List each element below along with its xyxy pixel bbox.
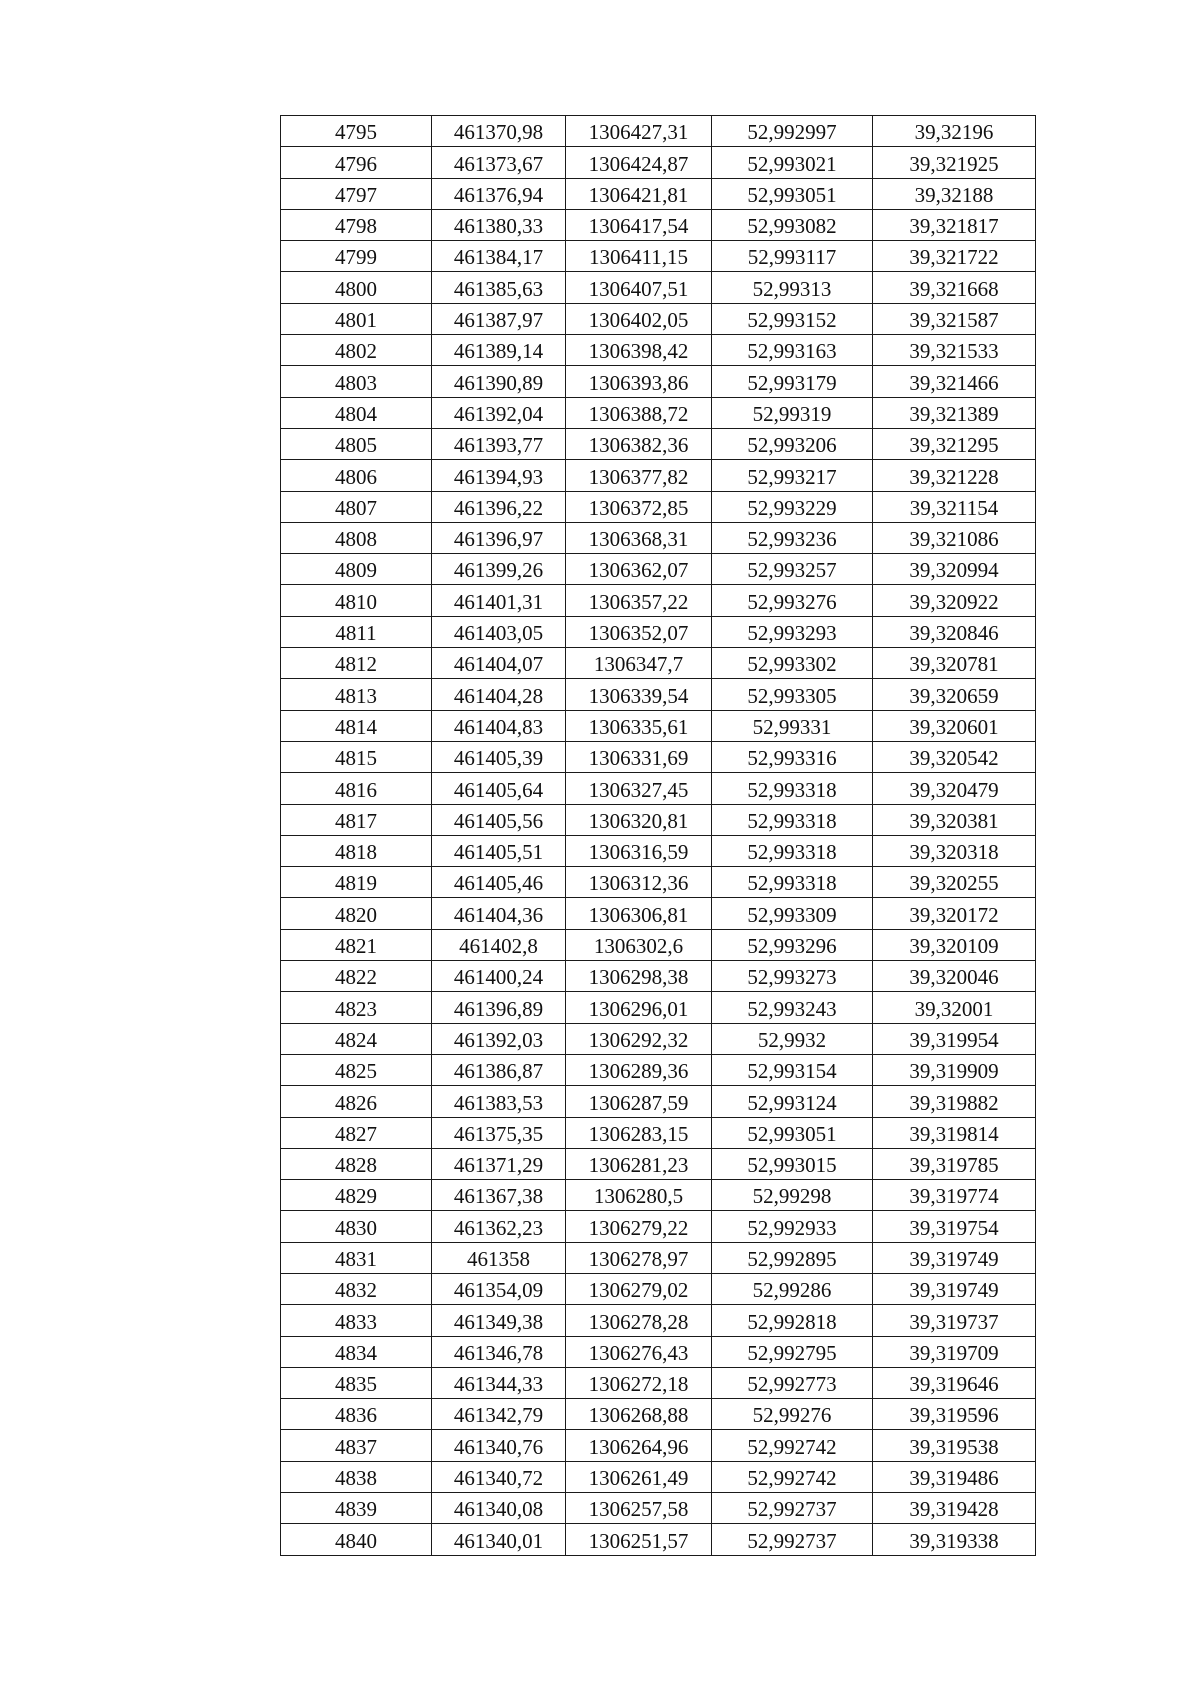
x-coordinate-cell: 461402,8 <box>432 929 566 960</box>
table-row <box>281 428 1036 459</box>
y-coordinate-cell: 1306296,01 <box>566 992 712 1023</box>
x-coordinate-cell: 461373,67 <box>432 147 566 178</box>
table-row <box>281 992 1036 1023</box>
x-coordinate-cell: 461340,76 <box>432 1430 566 1461</box>
table-row <box>281 929 1036 960</box>
x-coordinate-cell: 461342,79 <box>432 1399 566 1430</box>
table-row <box>281 335 1036 366</box>
x-coordinate-cell: 461340,01 <box>432 1524 566 1555</box>
latitude-cell: 52,992742 <box>712 1461 873 1492</box>
table-row <box>281 1430 1036 1461</box>
y-coordinate-cell: 1306279,22 <box>566 1211 712 1242</box>
latitude-cell: 52,993117 <box>712 241 873 272</box>
table-row <box>281 710 1036 741</box>
longitude-cell: 39,321587 <box>873 303 1036 334</box>
point-number-cell: 4802 <box>281 335 432 366</box>
y-coordinate-cell: 1306339,54 <box>566 679 712 710</box>
x-coordinate-cell: 461400,24 <box>432 961 566 992</box>
x-coordinate-cell: 461387,97 <box>432 303 566 334</box>
point-number-cell: 4815 <box>281 741 432 772</box>
point-number-cell: 4803 <box>281 366 432 397</box>
y-coordinate-cell: 1306302,6 <box>566 929 712 960</box>
x-coordinate-cell: 461385,63 <box>432 272 566 303</box>
point-number-cell: 4818 <box>281 835 432 866</box>
table-row <box>281 648 1036 679</box>
point-number-cell: 4835 <box>281 1367 432 1398</box>
table-row <box>281 1117 1036 1148</box>
y-coordinate-cell: 1306320,81 <box>566 804 712 835</box>
y-coordinate-cell: 1306276,43 <box>566 1336 712 1367</box>
longitude-cell: 39,320318 <box>873 835 1036 866</box>
x-coordinate-cell: 461367,38 <box>432 1180 566 1211</box>
longitude-cell: 39,321086 <box>873 522 1036 553</box>
longitude-cell: 39,321466 <box>873 366 1036 397</box>
y-coordinate-cell: 1306292,32 <box>566 1023 712 1054</box>
longitude-cell: 39,320659 <box>873 679 1036 710</box>
latitude-cell: 52,993302 <box>712 648 873 679</box>
y-coordinate-cell: 1306398,42 <box>566 335 712 366</box>
point-number-cell: 4839 <box>281 1493 432 1524</box>
table-row <box>281 898 1036 929</box>
point-number-cell: 4804 <box>281 397 432 428</box>
longitude-cell: 39,319749 <box>873 1273 1036 1304</box>
longitude-cell: 39,320046 <box>873 961 1036 992</box>
y-coordinate-cell: 1306388,72 <box>566 397 712 428</box>
y-coordinate-cell: 1306257,58 <box>566 1493 712 1524</box>
longitude-cell: 39,320255 <box>873 867 1036 898</box>
table-row <box>281 835 1036 866</box>
latitude-cell: 52,993229 <box>712 491 873 522</box>
x-coordinate-cell: 461371,29 <box>432 1148 566 1179</box>
x-coordinate-cell: 461404,28 <box>432 679 566 710</box>
longitude-cell: 39,320381 <box>873 804 1036 835</box>
latitude-cell: 52,992742 <box>712 1430 873 1461</box>
x-coordinate-cell: 461354,09 <box>432 1273 566 1304</box>
x-coordinate-cell: 461394,93 <box>432 460 566 491</box>
x-coordinate-cell: 461396,97 <box>432 522 566 553</box>
x-coordinate-cell: 461396,22 <box>432 491 566 522</box>
x-coordinate-cell: 461392,03 <box>432 1023 566 1054</box>
table-row <box>281 209 1036 240</box>
latitude-cell: 52,99313 <box>712 272 873 303</box>
longitude-cell: 39,319954 <box>873 1023 1036 1054</box>
point-number-cell: 4828 <box>281 1148 432 1179</box>
longitude-cell: 39,319785 <box>873 1148 1036 1179</box>
y-coordinate-cell: 1306424,87 <box>566 147 712 178</box>
table-row <box>281 460 1036 491</box>
table-row <box>281 773 1036 804</box>
longitude-cell: 39,319737 <box>873 1305 1036 1336</box>
point-number-cell: 4809 <box>281 554 432 585</box>
x-coordinate-cell: 461375,35 <box>432 1117 566 1148</box>
table-row <box>281 1054 1036 1085</box>
point-number-cell: 4823 <box>281 992 432 1023</box>
point-number-cell: 4817 <box>281 804 432 835</box>
latitude-cell: 52,993021 <box>712 147 873 178</box>
latitude-cell: 52,9932 <box>712 1023 873 1054</box>
table-row <box>281 1242 1036 1273</box>
latitude-cell: 52,993305 <box>712 679 873 710</box>
point-number-cell: 4796 <box>281 147 432 178</box>
y-coordinate-cell: 1306316,59 <box>566 835 712 866</box>
table-row <box>281 397 1036 428</box>
y-coordinate-cell: 1306281,23 <box>566 1148 712 1179</box>
table-row <box>281 366 1036 397</box>
y-coordinate-cell: 1306261,49 <box>566 1461 712 1492</box>
longitude-cell: 39,319646 <box>873 1367 1036 1398</box>
longitude-cell: 39,321295 <box>873 428 1036 459</box>
y-coordinate-cell: 1306331,69 <box>566 741 712 772</box>
longitude-cell: 39,321389 <box>873 397 1036 428</box>
table-row <box>281 1493 1036 1524</box>
latitude-cell: 52,993309 <box>712 898 873 929</box>
longitude-cell: 39,320922 <box>873 585 1036 616</box>
x-coordinate-cell: 461349,38 <box>432 1305 566 1336</box>
longitude-cell: 39,319709 <box>873 1336 1036 1367</box>
y-coordinate-cell: 1306268,88 <box>566 1399 712 1430</box>
x-coordinate-cell: 461403,05 <box>432 616 566 647</box>
table-row <box>281 741 1036 772</box>
x-coordinate-cell: 461389,14 <box>432 335 566 366</box>
table-row <box>281 679 1036 710</box>
latitude-cell: 52,993217 <box>712 460 873 491</box>
x-coordinate-cell: 461346,78 <box>432 1336 566 1367</box>
x-coordinate-cell: 461376,94 <box>432 178 566 209</box>
table-row <box>281 1273 1036 1304</box>
table-row <box>281 303 1036 334</box>
point-number-cell: 4814 <box>281 710 432 741</box>
x-coordinate-cell: 461404,07 <box>432 648 566 679</box>
latitude-cell: 52,993318 <box>712 773 873 804</box>
y-coordinate-cell: 1306298,38 <box>566 961 712 992</box>
latitude-cell: 52,99276 <box>712 1399 873 1430</box>
longitude-cell: 39,320781 <box>873 648 1036 679</box>
longitude-cell: 39,320479 <box>873 773 1036 804</box>
longitude-cell: 39,319754 <box>873 1211 1036 1242</box>
table-row <box>281 1148 1036 1179</box>
y-coordinate-cell: 1306347,7 <box>566 648 712 679</box>
y-coordinate-cell: 1306372,85 <box>566 491 712 522</box>
latitude-cell: 52,992737 <box>712 1493 873 1524</box>
y-coordinate-cell: 1306382,36 <box>566 428 712 459</box>
latitude-cell: 52,99298 <box>712 1180 873 1211</box>
table-row <box>281 1399 1036 1430</box>
latitude-cell: 52,992933 <box>712 1211 873 1242</box>
point-number-cell: 4837 <box>281 1430 432 1461</box>
table-row <box>281 1367 1036 1398</box>
point-number-cell: 4795 <box>281 116 432 147</box>
longitude-cell: 39,319814 <box>873 1117 1036 1148</box>
latitude-cell: 52,99319 <box>712 397 873 428</box>
latitude-cell: 52,993273 <box>712 961 873 992</box>
y-coordinate-cell: 1306289,36 <box>566 1054 712 1085</box>
point-number-cell: 4829 <box>281 1180 432 1211</box>
latitude-cell: 52,993276 <box>712 585 873 616</box>
y-coordinate-cell: 1306278,28 <box>566 1305 712 1336</box>
point-number-cell: 4834 <box>281 1336 432 1367</box>
longitude-cell: 39,321925 <box>873 147 1036 178</box>
y-coordinate-cell: 1306352,07 <box>566 616 712 647</box>
point-number-cell: 4827 <box>281 1117 432 1148</box>
longitude-cell: 39,321817 <box>873 209 1036 240</box>
y-coordinate-cell: 1306279,02 <box>566 1273 712 1304</box>
point-number-cell: 4798 <box>281 209 432 240</box>
longitude-cell: 39,319596 <box>873 1399 1036 1430</box>
x-coordinate-cell: 461370,98 <box>432 116 566 147</box>
point-number-cell: 4830 <box>281 1211 432 1242</box>
y-coordinate-cell: 1306312,36 <box>566 867 712 898</box>
table-row <box>281 116 1036 147</box>
latitude-cell: 52,993293 <box>712 616 873 647</box>
x-coordinate-cell: 461405,39 <box>432 741 566 772</box>
latitude-cell: 52,992773 <box>712 1367 873 1398</box>
latitude-cell: 52,993257 <box>712 554 873 585</box>
x-coordinate-cell: 461405,64 <box>432 773 566 804</box>
y-coordinate-cell: 1306357,22 <box>566 585 712 616</box>
latitude-cell: 52,992818 <box>712 1305 873 1336</box>
x-coordinate-cell: 461404,83 <box>432 710 566 741</box>
latitude-cell: 52,993082 <box>712 209 873 240</box>
longitude-cell: 39,321228 <box>873 460 1036 491</box>
point-number-cell: 4822 <box>281 961 432 992</box>
table-row <box>281 1086 1036 1117</box>
table-row <box>281 585 1036 616</box>
longitude-cell: 39,320601 <box>873 710 1036 741</box>
table-row <box>281 1524 1036 1555</box>
point-number-cell: 4812 <box>281 648 432 679</box>
point-number-cell: 4838 <box>281 1461 432 1492</box>
table-row <box>281 867 1036 898</box>
table-row <box>281 1336 1036 1367</box>
longitude-cell: 39,320846 <box>873 616 1036 647</box>
longitude-cell: 39,319774 <box>873 1180 1036 1211</box>
latitude-cell: 52,993206 <box>712 428 873 459</box>
y-coordinate-cell: 1306417,54 <box>566 209 712 240</box>
longitude-cell: 39,32188 <box>873 178 1036 209</box>
table-row <box>281 272 1036 303</box>
y-coordinate-cell: 1306407,51 <box>566 272 712 303</box>
point-number-cell: 4806 <box>281 460 432 491</box>
longitude-cell: 39,319428 <box>873 1493 1036 1524</box>
latitude-cell: 52,993296 <box>712 929 873 960</box>
point-number-cell: 4799 <box>281 241 432 272</box>
point-number-cell: 4810 <box>281 585 432 616</box>
y-coordinate-cell: 1306287,59 <box>566 1086 712 1117</box>
table-row <box>281 554 1036 585</box>
point-number-cell: 4819 <box>281 867 432 898</box>
y-coordinate-cell: 1306421,81 <box>566 178 712 209</box>
latitude-cell: 52,993163 <box>712 335 873 366</box>
longitude-cell: 39,320994 <box>873 554 1036 585</box>
latitude-cell: 52,99331 <box>712 710 873 741</box>
latitude-cell: 52,993318 <box>712 804 873 835</box>
table-row <box>281 1211 1036 1242</box>
point-number-cell: 4807 <box>281 491 432 522</box>
point-number-cell: 4797 <box>281 178 432 209</box>
latitude-cell: 52,992997 <box>712 116 873 147</box>
table-row <box>281 1305 1036 1336</box>
x-coordinate-cell: 461362,23 <box>432 1211 566 1242</box>
y-coordinate-cell: 1306368,31 <box>566 522 712 553</box>
y-coordinate-cell: 1306377,82 <box>566 460 712 491</box>
table-row <box>281 1461 1036 1492</box>
table-row <box>281 178 1036 209</box>
y-coordinate-cell: 1306327,45 <box>566 773 712 804</box>
longitude-cell: 39,321668 <box>873 272 1036 303</box>
point-number-cell: 4824 <box>281 1023 432 1054</box>
table-row <box>281 1180 1036 1211</box>
latitude-cell: 52,992895 <box>712 1242 873 1273</box>
x-coordinate-cell: 461396,89 <box>432 992 566 1023</box>
longitude-cell: 39,319338 <box>873 1524 1036 1555</box>
latitude-cell: 52,993124 <box>712 1086 873 1117</box>
longitude-cell: 39,32196 <box>873 116 1036 147</box>
point-number-cell: 4820 <box>281 898 432 929</box>
table-row <box>281 804 1036 835</box>
y-coordinate-cell: 1306278,97 <box>566 1242 712 1273</box>
y-coordinate-cell: 1306283,15 <box>566 1117 712 1148</box>
longitude-cell: 39,319749 <box>873 1242 1036 1273</box>
latitude-cell: 52,992795 <box>712 1336 873 1367</box>
latitude-cell: 52,993015 <box>712 1148 873 1179</box>
point-number-cell: 4816 <box>281 773 432 804</box>
longitude-cell: 39,319909 <box>873 1054 1036 1085</box>
table-row <box>281 522 1036 553</box>
longitude-cell: 39,321154 <box>873 491 1036 522</box>
x-coordinate-cell: 461399,26 <box>432 554 566 585</box>
latitude-cell: 52,993316 <box>712 741 873 772</box>
x-coordinate-cell: 461340,72 <box>432 1461 566 1492</box>
x-coordinate-cell: 461393,77 <box>432 428 566 459</box>
y-coordinate-cell: 1306272,18 <box>566 1367 712 1398</box>
y-coordinate-cell: 1306393,86 <box>566 366 712 397</box>
latitude-cell: 52,993179 <box>712 366 873 397</box>
longitude-cell: 39,32001 <box>873 992 1036 1023</box>
latitude-cell: 52,993051 <box>712 1117 873 1148</box>
point-number-cell: 4813 <box>281 679 432 710</box>
table-row <box>281 1023 1036 1054</box>
y-coordinate-cell: 1306427,31 <box>566 116 712 147</box>
coordinates-table-body <box>281 116 1036 1556</box>
longitude-cell: 39,320542 <box>873 741 1036 772</box>
point-number-cell: 4832 <box>281 1273 432 1304</box>
x-coordinate-cell: 461405,51 <box>432 835 566 866</box>
x-coordinate-cell: 461390,89 <box>432 366 566 397</box>
x-coordinate-cell: 461404,36 <box>432 898 566 929</box>
latitude-cell: 52,993152 <box>712 303 873 334</box>
longitude-cell: 39,319882 <box>873 1086 1036 1117</box>
latitude-cell: 52,992737 <box>712 1524 873 1555</box>
longitude-cell: 39,319486 <box>873 1461 1036 1492</box>
longitude-cell: 39,320109 <box>873 929 1036 960</box>
point-number-cell: 4833 <box>281 1305 432 1336</box>
latitude-cell: 52,993318 <box>712 867 873 898</box>
longitude-cell: 39,320172 <box>873 898 1036 929</box>
table-row <box>281 616 1036 647</box>
table-row <box>281 491 1036 522</box>
latitude-cell: 52,993318 <box>712 835 873 866</box>
y-coordinate-cell: 1306280,5 <box>566 1180 712 1211</box>
x-coordinate-cell: 461340,08 <box>432 1493 566 1524</box>
point-number-cell: 4825 <box>281 1054 432 1085</box>
point-number-cell: 4840 <box>281 1524 432 1555</box>
point-number-cell: 4821 <box>281 929 432 960</box>
x-coordinate-cell: 461386,87 <box>432 1054 566 1085</box>
point-number-cell: 4831 <box>281 1242 432 1273</box>
y-coordinate-cell: 1306251,57 <box>566 1524 712 1555</box>
table-row <box>281 241 1036 272</box>
point-number-cell: 4811 <box>281 616 432 647</box>
table-row <box>281 147 1036 178</box>
x-coordinate-cell: 461405,46 <box>432 867 566 898</box>
latitude-cell: 52,99286 <box>712 1273 873 1304</box>
point-number-cell: 4805 <box>281 428 432 459</box>
point-number-cell: 4836 <box>281 1399 432 1430</box>
point-number-cell: 4826 <box>281 1086 432 1117</box>
longitude-cell: 39,319538 <box>873 1430 1036 1461</box>
x-coordinate-cell: 461380,33 <box>432 209 566 240</box>
y-coordinate-cell: 1306411,15 <box>566 241 712 272</box>
y-coordinate-cell: 1306362,07 <box>566 554 712 585</box>
x-coordinate-cell: 461383,53 <box>432 1086 566 1117</box>
x-coordinate-cell: 461344,33 <box>432 1367 566 1398</box>
longitude-cell: 39,321533 <box>873 335 1036 366</box>
y-coordinate-cell: 1306264,96 <box>566 1430 712 1461</box>
latitude-cell: 52,993051 <box>712 178 873 209</box>
x-coordinate-cell: 461358 <box>432 1242 566 1273</box>
latitude-cell: 52,993154 <box>712 1054 873 1085</box>
latitude-cell: 52,993236 <box>712 522 873 553</box>
x-coordinate-cell: 461384,17 <box>432 241 566 272</box>
y-coordinate-cell: 1306402,05 <box>566 303 712 334</box>
point-number-cell: 4808 <box>281 522 432 553</box>
x-coordinate-cell: 461405,56 <box>432 804 566 835</box>
latitude-cell: 52,993243 <box>712 992 873 1023</box>
y-coordinate-cell: 1306306,81 <box>566 898 712 929</box>
coordinates-table <box>280 115 1036 1556</box>
point-number-cell: 4800 <box>281 272 432 303</box>
y-coordinate-cell: 1306335,61 <box>566 710 712 741</box>
table-row <box>281 961 1036 992</box>
x-coordinate-cell: 461401,31 <box>432 585 566 616</box>
point-number-cell: 4801 <box>281 303 432 334</box>
longitude-cell: 39,321722 <box>873 241 1036 272</box>
x-coordinate-cell: 461392,04 <box>432 397 566 428</box>
